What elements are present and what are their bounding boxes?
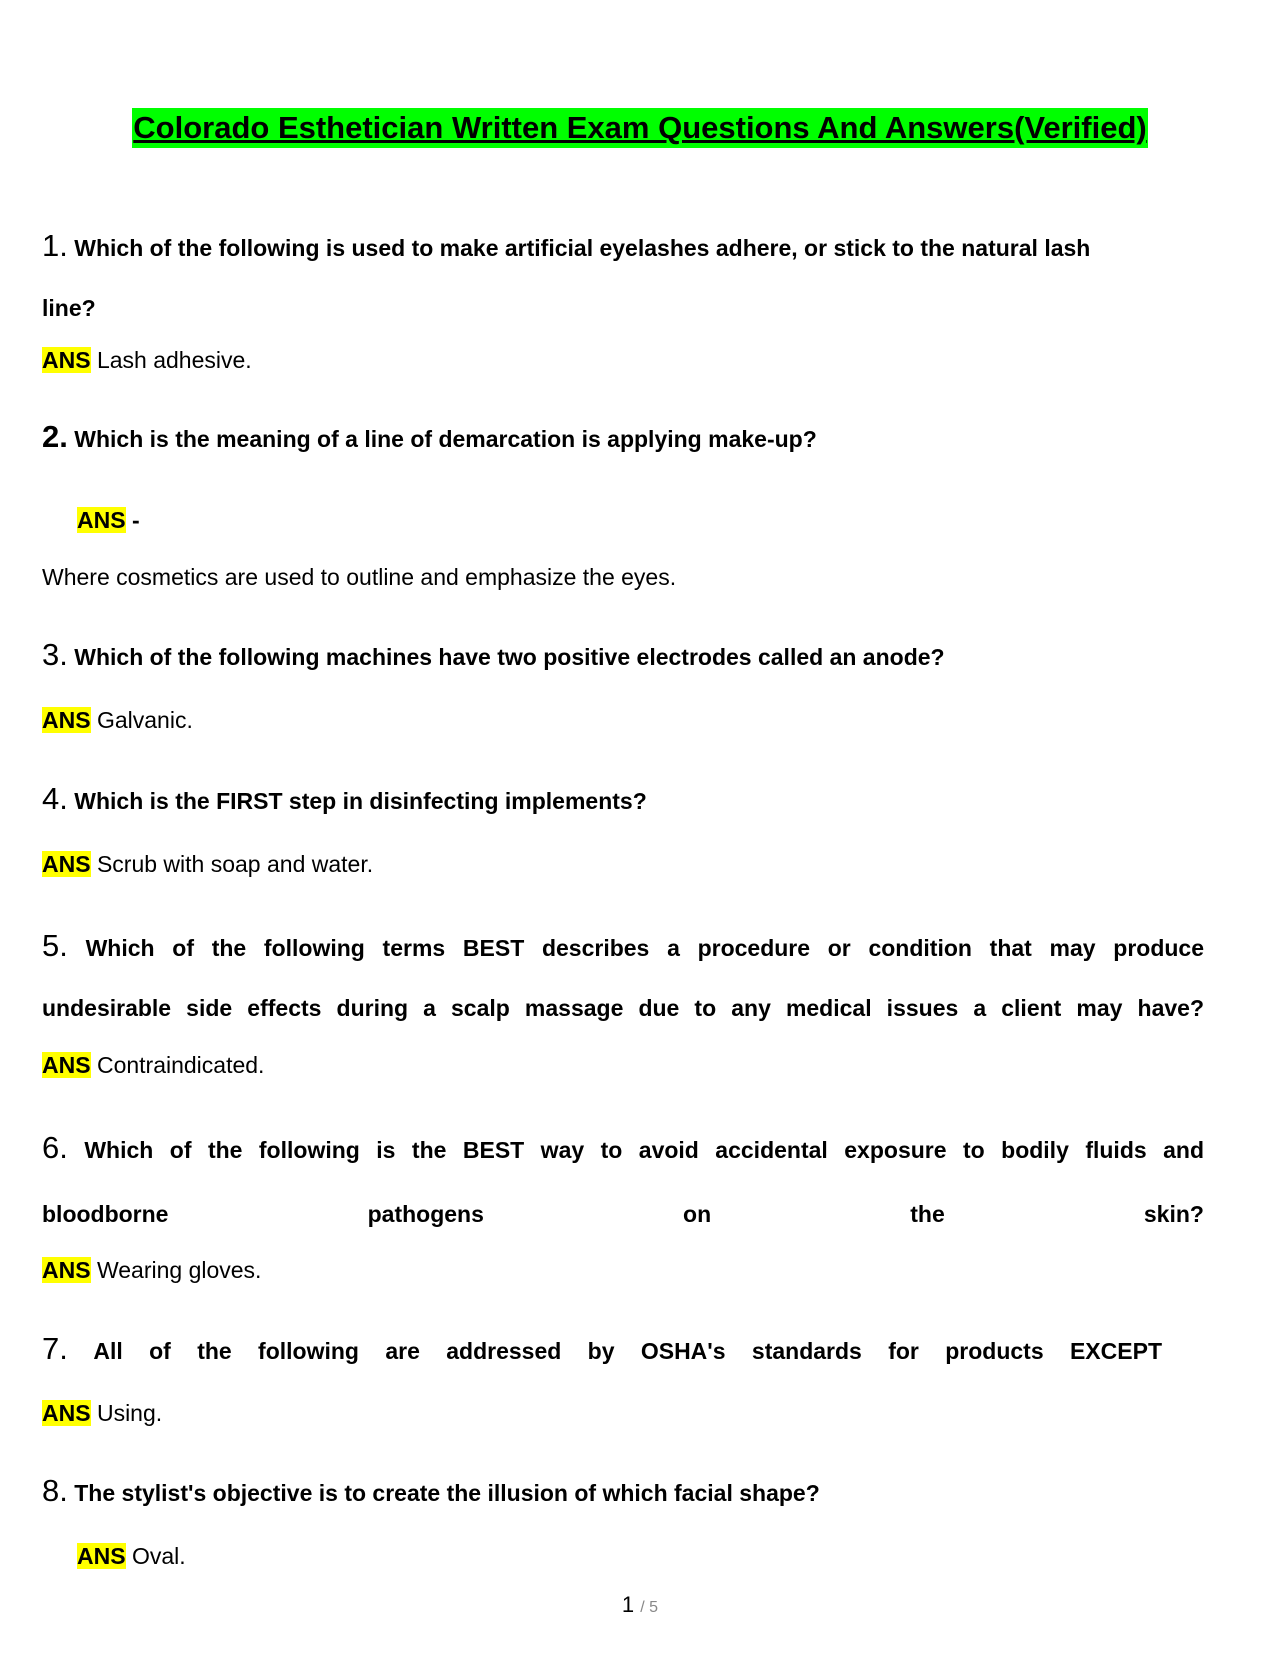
- document-title: Colorado Esthetician Written Exam Questions And Answers(Verified): [132, 108, 1147, 148]
- question-2: [42, 406, 1204, 470]
- question-number: 7.: [42, 1331, 68, 1366]
- question-number: 8.: [42, 1473, 68, 1508]
- ans-label: ANS: [42, 851, 91, 877]
- question-number: 6.: [42, 1130, 68, 1165]
- answer-text: Galvanic.: [96, 707, 193, 733]
- question-text: Which of the following is used to make artificial eyelashes adhere, or stick to the natural lash: [74, 235, 1091, 261]
- question-1-cont: [42, 277, 1204, 339]
- question-1: [42, 215, 1204, 279]
- question-word: pathogens: [367, 1201, 484, 1227]
- ans-label: ANS: [42, 347, 91, 373]
- question-word: on: [683, 1201, 712, 1227]
- question-6-cont: [42, 1198, 1204, 1230]
- question-word: skin?: [1143, 1201, 1204, 1227]
- question-number: 1.: [42, 228, 68, 263]
- question-text: All of the following are addressed by OSHA's standards for products EXCEPT: [93, 1338, 1162, 1364]
- question-6: [42, 1117, 1204, 1181]
- current-page: 1: [621, 1592, 635, 1617]
- ans-label: ANS: [42, 707, 91, 733]
- question-text-cont: undesirable side effects during a scalp massage due to any medical issues a client may have?: [42, 995, 1204, 1021]
- question-text: Which of the following is the BEST way to avoid accidental exposure to bodily fluids and: [84, 1137, 1205, 1163]
- answer-4: [42, 848, 373, 880]
- question-number: 5.: [42, 928, 68, 963]
- question-text: Which is the meaning of a line of demarcation is applying make-up?: [74, 426, 817, 452]
- ans-dash: -: [131, 507, 140, 533]
- question-text-cont: line?: [42, 295, 96, 321]
- answer-3: [42, 704, 193, 736]
- answer-5: [42, 1049, 264, 1081]
- ans-label: ANS: [42, 1400, 91, 1426]
- question-4: [42, 768, 1204, 832]
- question-word: the: [910, 1201, 945, 1227]
- question-8: [42, 1460, 1204, 1524]
- question-word: bloodborne: [42, 1201, 169, 1227]
- answer-8: [77, 1540, 186, 1572]
- ans-label: ANS: [77, 507, 126, 533]
- title-wrap: [0, 108, 1280, 148]
- ans-label: ANS: [77, 1543, 126, 1569]
- answer-7: [42, 1397, 162, 1429]
- question-7: [42, 1318, 1162, 1382]
- ans-label: ANS: [42, 1257, 91, 1283]
- answer-text: Scrub with soap and water.: [96, 851, 374, 877]
- answer-text: Wearing gloves.: [96, 1257, 262, 1283]
- question-text: Which of the following machines have two positive electrodes called an anode?: [74, 644, 945, 670]
- question-3: [42, 624, 1204, 688]
- total-pages: / 5: [640, 1599, 659, 1616]
- answer-6: [42, 1254, 261, 1286]
- answer-text: Lash adhesive.: [96, 347, 252, 373]
- page-indicator: [0, 1592, 1280, 1618]
- question-text: Which of the following terms BEST describes a procedure or condition that may produce: [85, 935, 1205, 961]
- question-5-cont: [42, 977, 1204, 1039]
- question-number: 2.: [42, 419, 68, 454]
- answer-text: Oval.: [131, 1543, 186, 1569]
- question-text: The stylist's objective is to create the illusion of which facial shape?: [74, 1480, 820, 1506]
- question-5: [42, 915, 1204, 979]
- answer-text: Where cosmetics are used to outline and emphasize the eyes.: [42, 564, 677, 590]
- question-number: 3.: [42, 637, 68, 672]
- answer-2-label-line: [77, 504, 140, 536]
- answer-text: Contraindicated.: [96, 1052, 265, 1078]
- question-text: Which is the FIRST step in disinfecting implements?: [74, 788, 647, 814]
- question-number: 4.: [42, 781, 68, 816]
- answer-1: [42, 344, 252, 376]
- ans-label: ANS: [42, 1052, 91, 1078]
- answer-2: [42, 561, 676, 593]
- answer-text: Using.: [96, 1400, 163, 1426]
